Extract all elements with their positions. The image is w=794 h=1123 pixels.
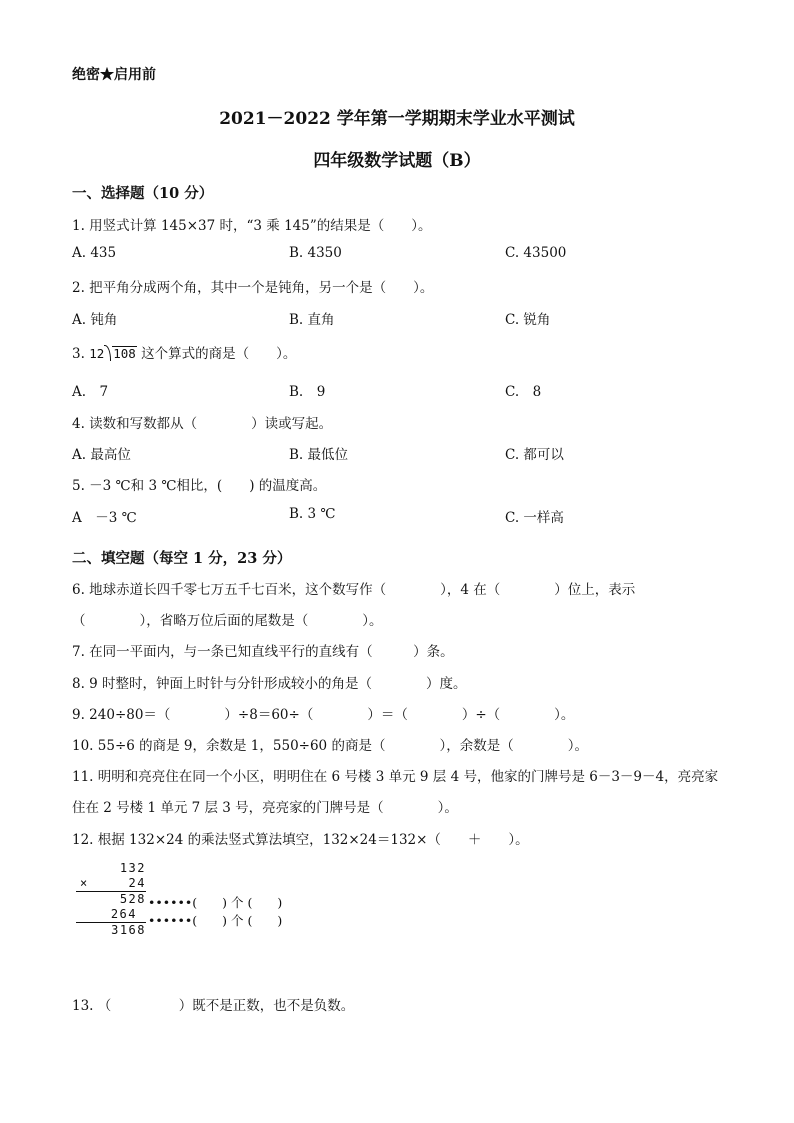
question-4-stem: 4. 读数和写数都从（ ）读或写起。 xyxy=(72,416,333,432)
partial-2-explanation: ••••••( ) 个 ( ) xyxy=(148,913,283,928)
question-11-line2: 住在 2 号楼 1 单元 7 层 3 号，亮亮家的门牌号是（ ）。 xyxy=(72,800,458,816)
question-1-stem: 1. 用竖式计算 145×37 时，“3 乘 145”的结果是（ ）。 xyxy=(72,218,432,234)
exam-subtitle: 四年级数学试题（B） xyxy=(313,151,481,171)
question-5-option-c: C. 一样高 xyxy=(505,510,564,526)
section-heading-choice: 一、选择题（10 分） xyxy=(72,185,214,202)
question-2-option-a: A. 钝角 xyxy=(72,312,118,328)
question-1-option-c: C. 43500 xyxy=(505,245,567,261)
dividend: 108 xyxy=(113,346,136,361)
question-10: 10. 55÷6 的商是 9，余数是 1，550÷60 的商是（ ），余数是（ ）。 xyxy=(72,738,588,754)
question-4-option-c: C. 都可以 xyxy=(505,447,564,463)
question-5-stem: 5. －3 ℃和 3 ℃相比，( ) 的温度高。 xyxy=(72,478,327,494)
question-3-option-a: A. 7 xyxy=(72,384,109,400)
question-11-line1: 11. 明明和亮亮住在同一个小区，明明住在 6 号楼 3 单元 9 层 4 号，他家的门牌号是 6－3－9－4，亮亮家 xyxy=(72,769,719,785)
question-3-text: 这个算式的商是（ ）。 xyxy=(141,346,297,362)
question-3-option-b: B. 9 xyxy=(289,384,326,400)
question-1-option-a: A. 435 xyxy=(72,245,117,261)
division-bracket xyxy=(104,345,111,361)
question-1-option-b: B. 4350 xyxy=(289,245,342,261)
question-2-option-b: B. 直角 xyxy=(289,312,335,328)
partial-product-1: 528 xyxy=(119,892,146,906)
question-2-stem: 2. 把平角分成两个角，其中一个是钝角，另一个是（ ）。 xyxy=(72,280,434,296)
question-13: 13. （ ）既不是正数，也不是负数。 xyxy=(72,998,355,1014)
divisor: 12 xyxy=(89,346,105,361)
question-9: 9. 240÷80＝（ ）÷8＝60÷（ ）＝（ ）÷（ ）。 xyxy=(72,707,575,723)
question-6-line2: （ ），省略万位后面的尾数是（ ）。 xyxy=(72,613,383,629)
question-6-line1: 6. 地球赤道长四千零七万五千七百米，这个数写作（ ），4 在（ ）位上，表示 xyxy=(72,582,636,598)
multiplicand: 132 xyxy=(119,861,146,875)
confidential-label: 绝密★启用前 xyxy=(72,67,156,83)
question-4-option-b: B. 最低位 xyxy=(289,447,349,463)
multiplier: 24 xyxy=(128,876,146,890)
multiplier-row xyxy=(76,876,146,891)
question-4-option-a: A. 最高位 xyxy=(72,447,131,463)
long-division-expression xyxy=(89,345,137,361)
question-7: 7. 在同一平面内，与一条已知直线平行的直线有（ ）条。 xyxy=(72,644,454,660)
question-3-stem xyxy=(72,342,296,362)
question-12: 12. 根据 132×24 的乘法竖式算法填空，132×24＝132×（ ＋ ）。 xyxy=(72,832,529,848)
question-5-option-b: B. 3 ℃ xyxy=(289,506,336,522)
exam-title: 2021－2022 学年第一学期期末学业水平测试 xyxy=(219,109,575,129)
partial-1-explanation: ••••••( ) 个 ( ) xyxy=(148,895,283,910)
final-product: 3168 xyxy=(111,923,146,937)
question-5-option-a: A －3 ℃ xyxy=(72,510,137,526)
vertical-multiplication xyxy=(76,861,146,938)
question-2-option-c: C. 锐角 xyxy=(505,312,551,328)
times-sign: × xyxy=(80,876,88,890)
partial-product-2: 264 xyxy=(110,907,137,921)
question-3-option-c: C. 8 xyxy=(505,384,542,400)
section-heading-fill: 二、填空题（每空 1 分，23 分） xyxy=(72,550,292,567)
question-3-number: 3. xyxy=(72,346,85,362)
question-8: 8. 9 时整时，钟面上时针与分针形成较小的角是（ ）度。 xyxy=(72,676,467,692)
